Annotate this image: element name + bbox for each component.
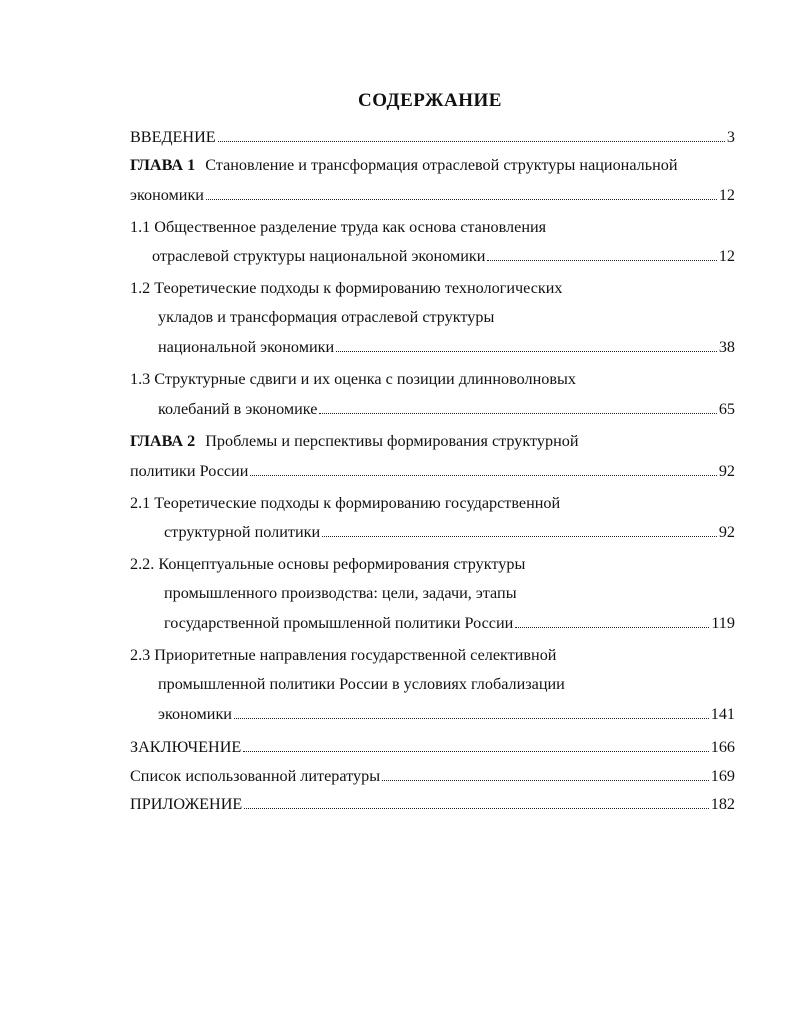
toc-page-number: 12 [718,185,735,204]
section-title-cont: структурной политики [164,523,320,546]
dot-leader [487,260,716,261]
toc-page-number: 38 [718,338,735,357]
dot-leader [319,413,716,414]
toc-page-number: 12 [718,247,735,266]
dot-leader [234,718,709,719]
toc-page-number: 92 [718,461,735,480]
toc-section-2-2[interactable] [130,550,735,579]
toc-entry-title: ВВЕДЕНИЕ [130,128,216,151]
dot-leader [382,780,709,781]
dot-leader [322,536,717,537]
section-title-cont: промышленного производства: цели, задачи, этапы [164,584,517,603]
toc-section-2-3-cont[interactable] [130,670,735,699]
toc-section-2-3-end[interactable] [130,699,735,728]
dot-leader [336,351,717,352]
toc-section-1-3[interactable] [130,365,735,394]
toc-page-number: 182 [710,795,735,814]
section-title: 1.1 Общественное разделение труда как основа становления [130,217,547,236]
toc-chapter-2-heading[interactable] [130,427,735,456]
section-title-cont: национальной экономики [158,338,334,361]
toc-page-number: 166 [710,737,735,756]
toc-section-2-1[interactable] [130,489,735,518]
section-title-cont: промышленной политики России в условиях глобализации [158,675,565,694]
toc-section-2-2-end[interactable] [130,608,735,637]
toc-chapter-2-end[interactable] [130,456,735,485]
section-title-cont: государственной промышленной политики России [164,614,513,637]
toc-section-1-3-end[interactable] [130,394,735,423]
section-title-cont: укладов и трансформация отраслевой структуры [158,308,495,327]
toc-section-1-2-end[interactable] [130,332,735,361]
chapter-title: Становление и трансформация отраслевой структуры национальной [205,155,678,174]
table-of-contents [130,122,735,818]
chapter-title-cont: политики России [130,462,248,485]
toc-entry-references[interactable] [130,761,735,790]
dot-leader [218,141,725,142]
toc-section-2-3[interactable] [130,641,735,670]
toc-section-1-1[interactable] [130,213,735,242]
toc-chapter-1-end[interactable] [130,180,735,209]
toc-page-number: 119 [711,614,735,633]
section-title-cont: отраслевой структуры национальной экономики [152,247,485,270]
toc-section-1-1-end[interactable] [130,242,735,271]
chapter-title: Проблемы и перспективы формирования структурной [205,431,579,450]
dot-leader [243,751,708,752]
dot-leader [206,199,717,200]
page-title: СОДЕРЖАНИЕ [358,90,502,111]
section-title: 1.3 Структурные сдвиги и их оценка с позиции длинноволновых [130,370,576,389]
section-title: 2.3 Приоритетные направления государственной селективной [130,646,557,665]
dot-leader [250,475,716,476]
section-title: 2.2. Концептуальные основы реформирования структуры [130,555,526,574]
toc-page-number: 92 [718,523,735,542]
toc-section-1-2-cont[interactable] [130,303,735,332]
chapter-label: ГЛАВА 1 [130,155,196,174]
toc-entry-title: ПРИЛОЖЕНИЕ [130,795,242,818]
dot-leader [515,627,709,628]
chapter-title-cont: экономики [130,186,204,209]
section-title: 2.1 Теоретические подходы к формированию государственной [130,493,561,512]
toc-entry-intro[interactable] [130,122,735,151]
toc-page-number: 141 [710,704,735,723]
toc-page-number: 169 [710,766,735,785]
section-title-cont: колебаний в экономике [158,400,317,423]
dot-leader [244,808,708,809]
toc-chapter-1-heading[interactable] [130,151,735,180]
chapter-label: ГЛАВА 2 [130,431,196,450]
section-title-cont: экономики [158,705,232,728]
toc-entry-conclusion[interactable] [130,732,735,761]
toc-page-number: 65 [718,399,735,418]
toc-entry-title: ЗАКЛЮЧЕНИЕ [130,738,241,761]
toc-section-2-1-end[interactable] [130,518,735,547]
toc-entry-appendix[interactable] [130,790,735,819]
toc-entry-title: Список использованной литературы [130,767,380,790]
section-title: 1.2 Теоретические подходы к формированию технологических [130,279,563,298]
toc-section-2-2-cont[interactable] [130,579,735,608]
toc-page-number: 3 [726,127,735,146]
toc-section-1-2[interactable] [130,274,735,303]
